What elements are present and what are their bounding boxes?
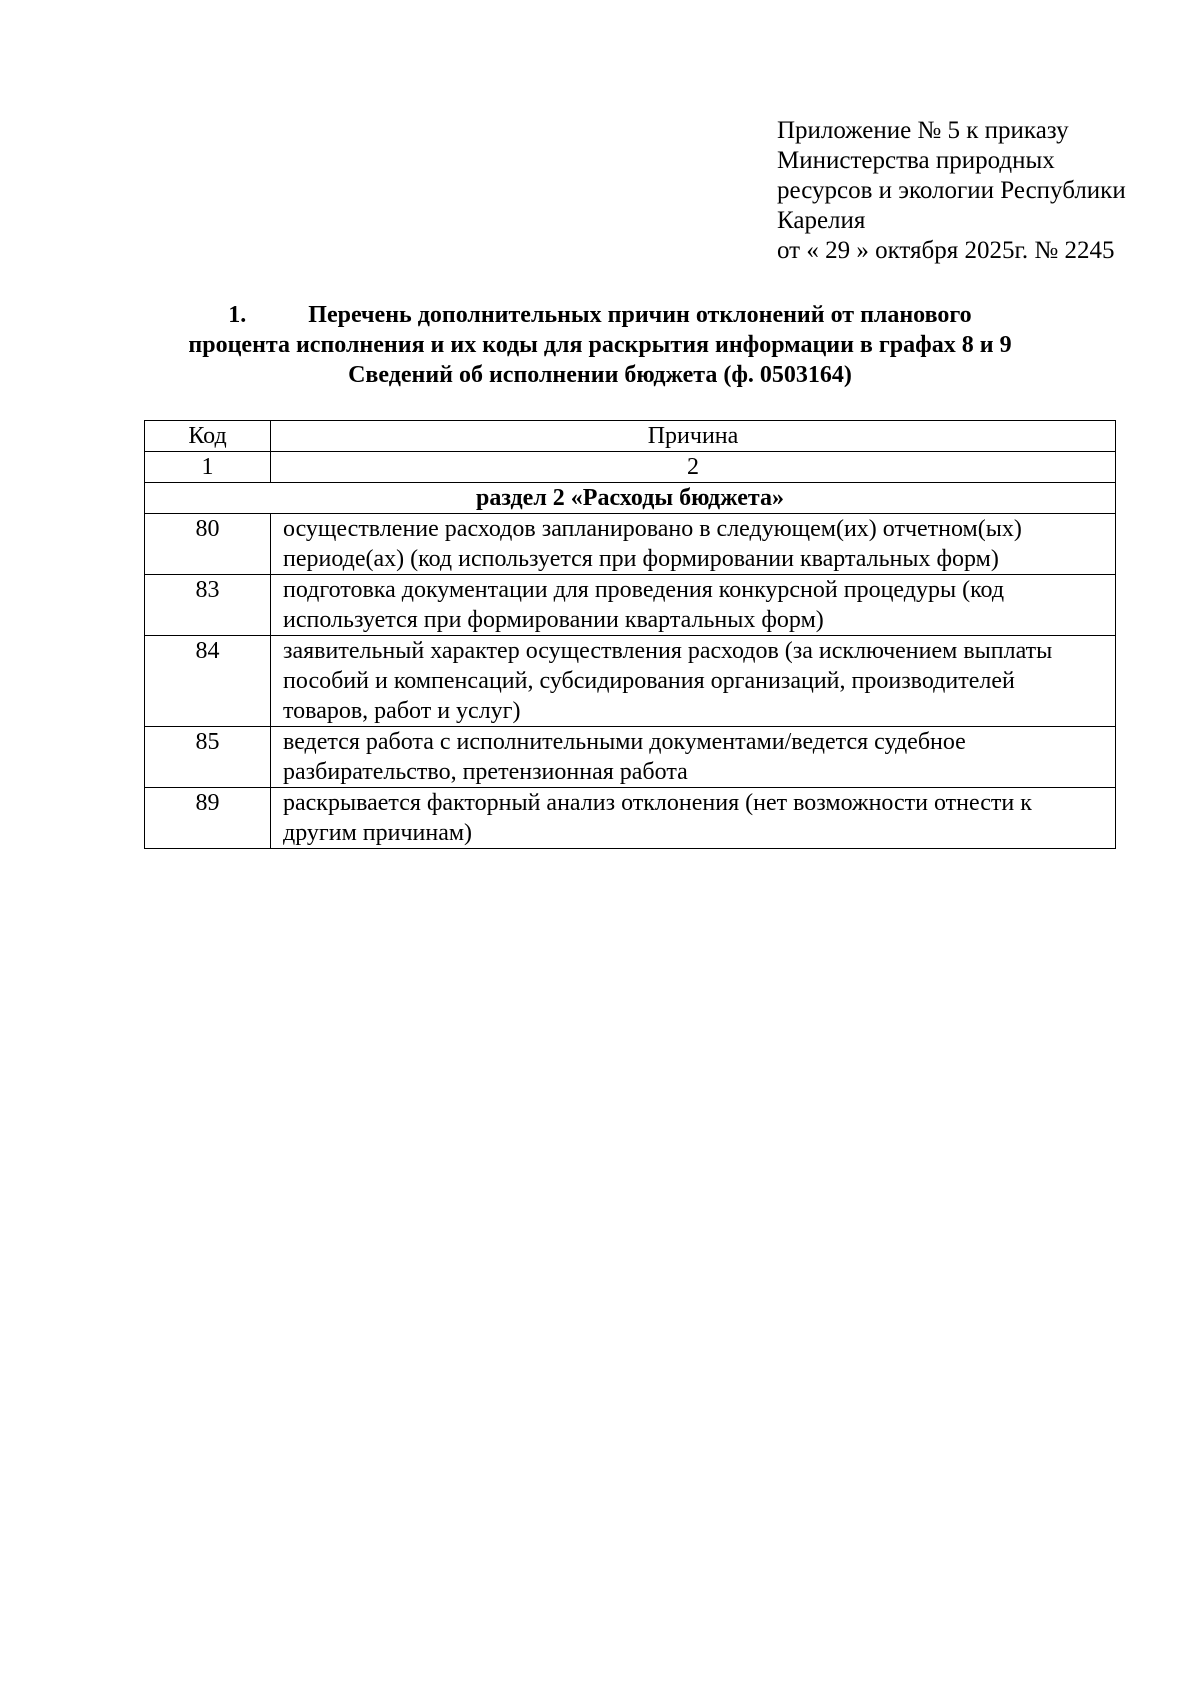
row-reason: ведется работа с исполнительными документами/ведется судебное разбирательство, претензионная работа — [271, 727, 1116, 788]
row-code: 89 — [145, 788, 271, 849]
column-number-2: 2 — [271, 452, 1116, 483]
row-code: 80 — [145, 514, 271, 575]
title-line-1: Перечень дополнительных причин отклонений от планового — [308, 302, 972, 328]
row-reason: заявительный характер осуществления расходов (за исключением выплаты пособий и компенсаций, субсидирования организаций, производителей товаров, работ и услуг) — [271, 636, 1116, 727]
row-code: 84 — [145, 636, 271, 727]
appendix-line: Приложение № 5 к приказу — [777, 117, 1069, 144]
row-code: 83 — [145, 575, 271, 636]
appendix-line: Министерства природных — [777, 147, 1055, 174]
table-row — [145, 788, 1116, 849]
column-number-row — [145, 452, 1116, 483]
appendix-line: ресурсов и экологии Республики — [777, 177, 1126, 204]
appendix-block — [777, 116, 1177, 266]
row-reason: раскрывается факторный анализ отклонения (нет возможности отнести к другим причинам) — [271, 788, 1116, 849]
header-reason: Причина — [271, 421, 1116, 452]
column-number-1: 1 — [145, 452, 271, 483]
header-code: Код — [145, 421, 271, 452]
section-row — [145, 483, 1116, 514]
section-title: раздел 2 «Расходы бюджета» — [145, 483, 1116, 514]
table-header-row — [145, 421, 1116, 452]
table-row — [145, 636, 1116, 727]
row-reason: осуществление расходов запланировано в следующем(их) отчетном(ых) периоде(ах) (код используется при формировании квартальных форм) — [271, 514, 1116, 575]
title-number: 1. — [228, 302, 247, 328]
row-code: 85 — [145, 727, 271, 788]
table-row — [145, 727, 1116, 788]
reasons-table — [144, 420, 1116, 849]
row-reason: подготовка документации для проведения конкурсной процедуры (код используется при формировании квартальных форм) — [271, 575, 1116, 636]
appendix-line: Карелия — [777, 207, 866, 234]
title-line-3: Сведений об исполнении бюджета (ф. 0503164) — [348, 362, 852, 388]
document-title — [100, 300, 1100, 390]
table-row — [145, 575, 1116, 636]
table-row — [145, 514, 1116, 575]
appendix-line: от « 29 » октября 2025г. № 2245 — [777, 237, 1115, 264]
title-line-2: процента исполнения и их коды для раскрытия информации в графах 8 и 9 — [188, 332, 1012, 358]
